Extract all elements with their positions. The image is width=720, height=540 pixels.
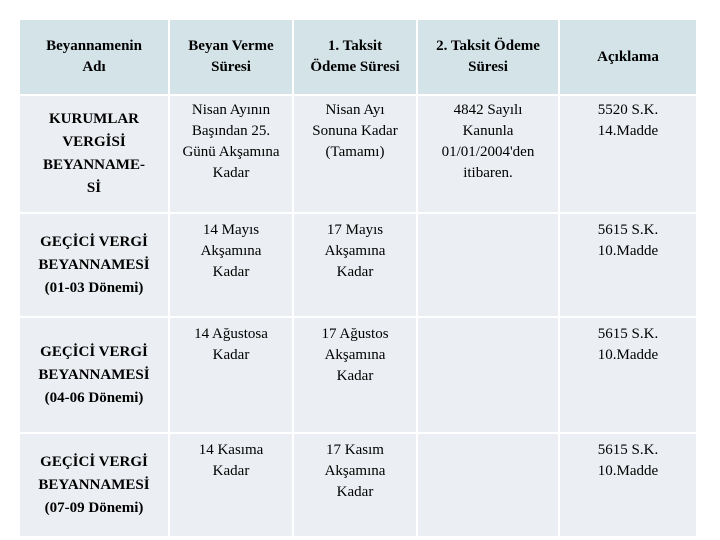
explanation-cell (559, 213, 697, 317)
first-installment-cell (293, 433, 417, 537)
filing-period-text: Nisan Ayının Başından 25. Günü Akşamına Kadar (182, 102, 280, 181)
header-second-installment-text: 2. Taksit Ödeme Süresi (436, 38, 540, 75)
filing-period-cell (169, 433, 293, 537)
declaration-name-text: GEÇİCİ VERGİ BEYANNAMESİ (07-09 Dönemi) (38, 453, 150, 516)
second-installment-text: 4842 Sayılı Kanunla 01/01/2004'den itibaren. (441, 102, 535, 181)
first-installment-text: Nisan Ayı Sonuna Kadar (Tamamı) (312, 102, 398, 160)
explanation-cell (559, 317, 697, 433)
tax-declaration-table (18, 18, 698, 538)
table-row (19, 213, 697, 317)
explanation-text: 5520 S.K. 14.Madde (597, 102, 659, 139)
declaration-name-cell (19, 433, 169, 537)
filing-period-cell (169, 213, 293, 317)
explanation-text: 5615 S.K. 10.Madde (597, 442, 659, 479)
first-installment-text: 17 Ağustos Akşamına Kadar (321, 326, 389, 384)
header-filing-period-text: Beyan Verme Süresi (188, 38, 274, 75)
declaration-name-text: GEÇİCİ VERGİ BEYANNAMESİ (04-06 Dönemi) (38, 343, 150, 406)
declaration-name-cell (19, 317, 169, 433)
header-declaration-name (19, 19, 169, 95)
second-installment-cell (417, 213, 559, 317)
header-filing-period (169, 19, 293, 95)
header-first-installment (293, 19, 417, 95)
first-installment-text: 17 Kasım Akşamına Kadar (324, 442, 386, 500)
tax-declaration-table-container (18, 18, 696, 516)
second-installment-cell (417, 433, 559, 537)
header-explanation-text: Açıklama (597, 48, 659, 65)
filing-period-text: 14 Kasıma Kadar (198, 442, 264, 479)
first-installment-text: 17 Mayıs Akşamına Kadar (324, 222, 386, 280)
explanation-cell (559, 433, 697, 537)
filing-period-cell (169, 95, 293, 213)
header-first-installment-text: 1. Taksit Ödeme Süresi (310, 38, 400, 75)
first-installment-cell (293, 95, 417, 213)
header-row (19, 19, 697, 95)
table-row (19, 95, 697, 213)
declaration-name-text: KURUMLAR VERGİSİ BEYANNAME- Sİ (43, 111, 145, 196)
second-installment-cell (417, 95, 559, 213)
explanation-cell (559, 95, 697, 213)
declaration-name-cell (19, 213, 169, 317)
header-declaration-name-text: Beyannamenin Adı (46, 38, 142, 75)
declaration-name-text: GEÇİCİ VERGİ BEYANNAMESİ (01-03 Dönemi) (38, 233, 150, 296)
filing-period-cell (169, 317, 293, 433)
table-row (19, 433, 697, 537)
explanation-text: 5615 S.K. 10.Madde (597, 326, 659, 363)
first-installment-cell (293, 317, 417, 433)
filing-period-text: 14 Mayıs Akşamına Kadar (200, 222, 262, 280)
filing-period-text: 14 Ağustosa Kadar (194, 326, 268, 363)
header-second-installment (417, 19, 559, 95)
declaration-name-cell (19, 95, 169, 213)
table-row (19, 317, 697, 433)
second-installment-cell (417, 317, 559, 433)
first-installment-cell (293, 213, 417, 317)
explanation-text: 5615 S.K. 10.Madde (597, 222, 659, 259)
header-explanation (559, 19, 697, 95)
